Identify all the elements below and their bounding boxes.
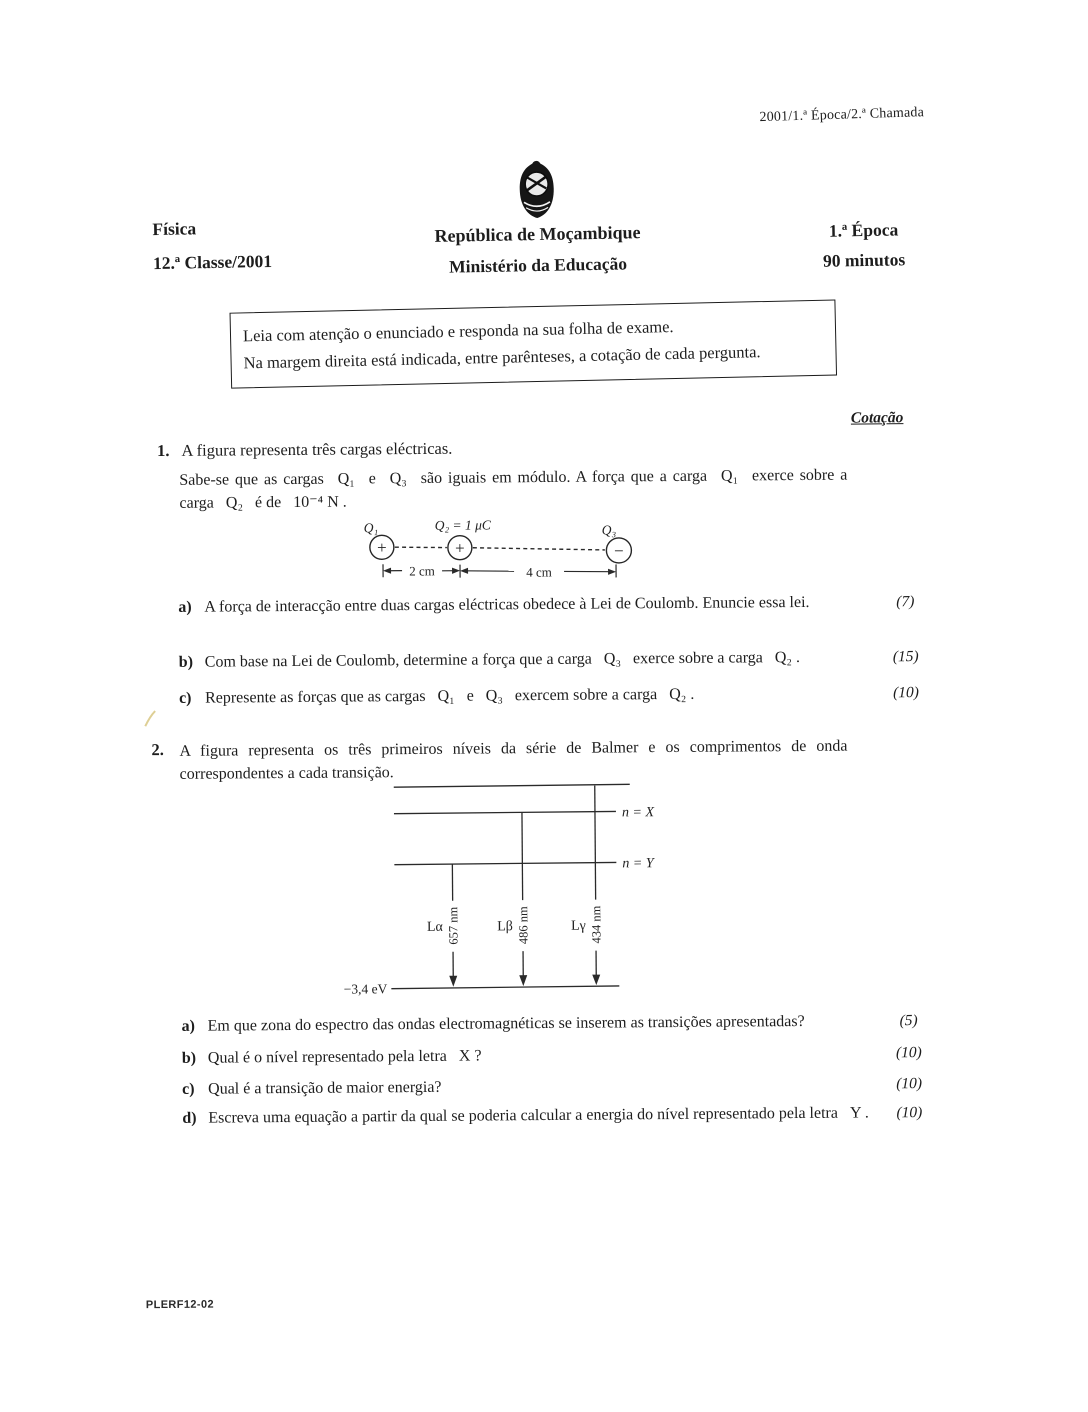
question-2b xyxy=(182,1042,942,1070)
dashed-connector xyxy=(395,547,447,548)
question-2-heading xyxy=(151,740,164,760)
ministry-title: Ministério da Educação xyxy=(448,253,628,277)
charge2-label: Q₂ = 1 μC xyxy=(434,517,491,533)
part-marks: (15) xyxy=(892,648,919,666)
transition-arrows xyxy=(452,786,596,978)
part-marks: (5) xyxy=(899,1012,918,1030)
part-text: Qual é a transição de maior energia? xyxy=(208,1078,442,1098)
part-marks: (10) xyxy=(893,684,920,702)
charge3-label: Q₃ xyxy=(601,522,617,538)
question-2c xyxy=(182,1073,942,1101)
part-text: Em que zona do espectro das ondas electromagnéticas se inserem as transições apresentadas? xyxy=(207,1012,805,1035)
transition-arrowheads xyxy=(449,975,600,987)
part-letter: a) xyxy=(181,1017,196,1035)
exam-reference: 2001/1.ª Época/2.ª Chamada xyxy=(759,105,925,126)
part-marks: (10) xyxy=(896,1104,923,1122)
grade-year: 12.ª Classe/2001 xyxy=(152,250,273,274)
part-text: Escreva uma equação a partir da qual se poderia calcular a energia do nível representado pela letra Y . xyxy=(208,1104,869,1127)
question-1-intro: A figura representa três cargas eléctricas. xyxy=(181,438,453,460)
charge3-sign: − xyxy=(614,541,624,561)
charges-diagram xyxy=(338,513,639,587)
charge2-sign: + xyxy=(455,538,465,558)
instructions-line1: Leia com atenção o enunciado e responda na sua folha de exame. xyxy=(242,317,674,346)
instructions-line2: Na margem direita está indicada, entre parênteses, a cotação de cada pergunta. xyxy=(243,342,761,373)
distance-2-label: 4 cm xyxy=(526,564,552,580)
part-letter: c) xyxy=(178,689,192,707)
transition-lg-label: Lγ xyxy=(571,918,586,934)
stray-pen-mark xyxy=(142,709,158,729)
session-label: 1.ª Época xyxy=(828,219,899,241)
instructions-box xyxy=(230,299,838,388)
question-2a xyxy=(182,1010,942,1038)
subject-block xyxy=(152,217,272,274)
level-y-label: n = Y xyxy=(622,856,654,872)
charge1-label: Q₁ xyxy=(363,520,379,536)
question-1-body: Sabe-se que as cargas Q₁ e Q₃ são iguais em módulo. A força que a carga Q₁ exerce sobre a carga Q₂ é de 10⁻⁴ N . xyxy=(179,466,848,512)
question-2-body: A figura representa os três primeiros níveis da série de Balmer e os comprimentos de onda correspondentes a cada transição. xyxy=(179,737,848,783)
part-letter: b) xyxy=(181,1049,197,1067)
wavelength-la: 657 nm xyxy=(446,906,461,945)
ground-level-label: −3,4 eV xyxy=(343,981,388,997)
question-1c xyxy=(179,682,939,710)
part-text: Com base na Lei de Coulomb, determine a força que a carga Q₃ exerce sobre a carga Q₂ . xyxy=(204,648,801,671)
balmer-levels-diagram xyxy=(332,773,744,1004)
transition-la-label: Lα xyxy=(426,919,443,935)
republic-title: República de Moçambique xyxy=(434,222,641,246)
level-x-label: n = X xyxy=(621,805,655,821)
duration-label: 90 minutos xyxy=(822,249,906,271)
wavelength-lg: 434 nm xyxy=(589,905,604,944)
question-1-number: 1. xyxy=(157,440,170,461)
question-1a xyxy=(178,591,938,619)
part-text: Represente as forças que as cargas Q₁ e Q₃ exercem sobre a carga Q₂ . xyxy=(204,685,695,707)
dashed-connector xyxy=(473,547,605,551)
question-1-heading xyxy=(157,439,452,461)
marks-column-header: Cotação xyxy=(850,409,904,427)
authority-block xyxy=(357,221,718,280)
part-letter: b) xyxy=(178,653,194,671)
part-letter: a) xyxy=(178,598,192,616)
question-2d xyxy=(182,1102,942,1130)
mozambique-coat-of-arms-icon xyxy=(513,158,560,221)
charge1-sign: + xyxy=(377,538,387,558)
part-marks: (10) xyxy=(896,1075,923,1093)
subject-title: Física xyxy=(152,218,197,240)
session-block xyxy=(795,219,932,272)
distance-1-label: 2 cm xyxy=(409,563,435,579)
part-text: A força de interacção entre duas cargas eléctricas obedece à Lei de Coulomb. Enuncie essa lei. xyxy=(204,593,810,616)
form-code: PLERF12-02 xyxy=(145,1298,215,1312)
transition-lb-label: Lβ xyxy=(497,919,513,935)
part-marks: (10) xyxy=(895,1044,922,1062)
wavelength-lb: 486 nm xyxy=(516,906,531,945)
part-letter: d) xyxy=(182,1109,197,1127)
part-letter: c) xyxy=(182,1080,195,1098)
part-marks: (7) xyxy=(896,593,915,611)
question-1b xyxy=(179,646,939,674)
question-2-number: 2. xyxy=(151,739,164,760)
part-text: Qual é o nível representado pela letra X ? xyxy=(207,1047,482,1067)
